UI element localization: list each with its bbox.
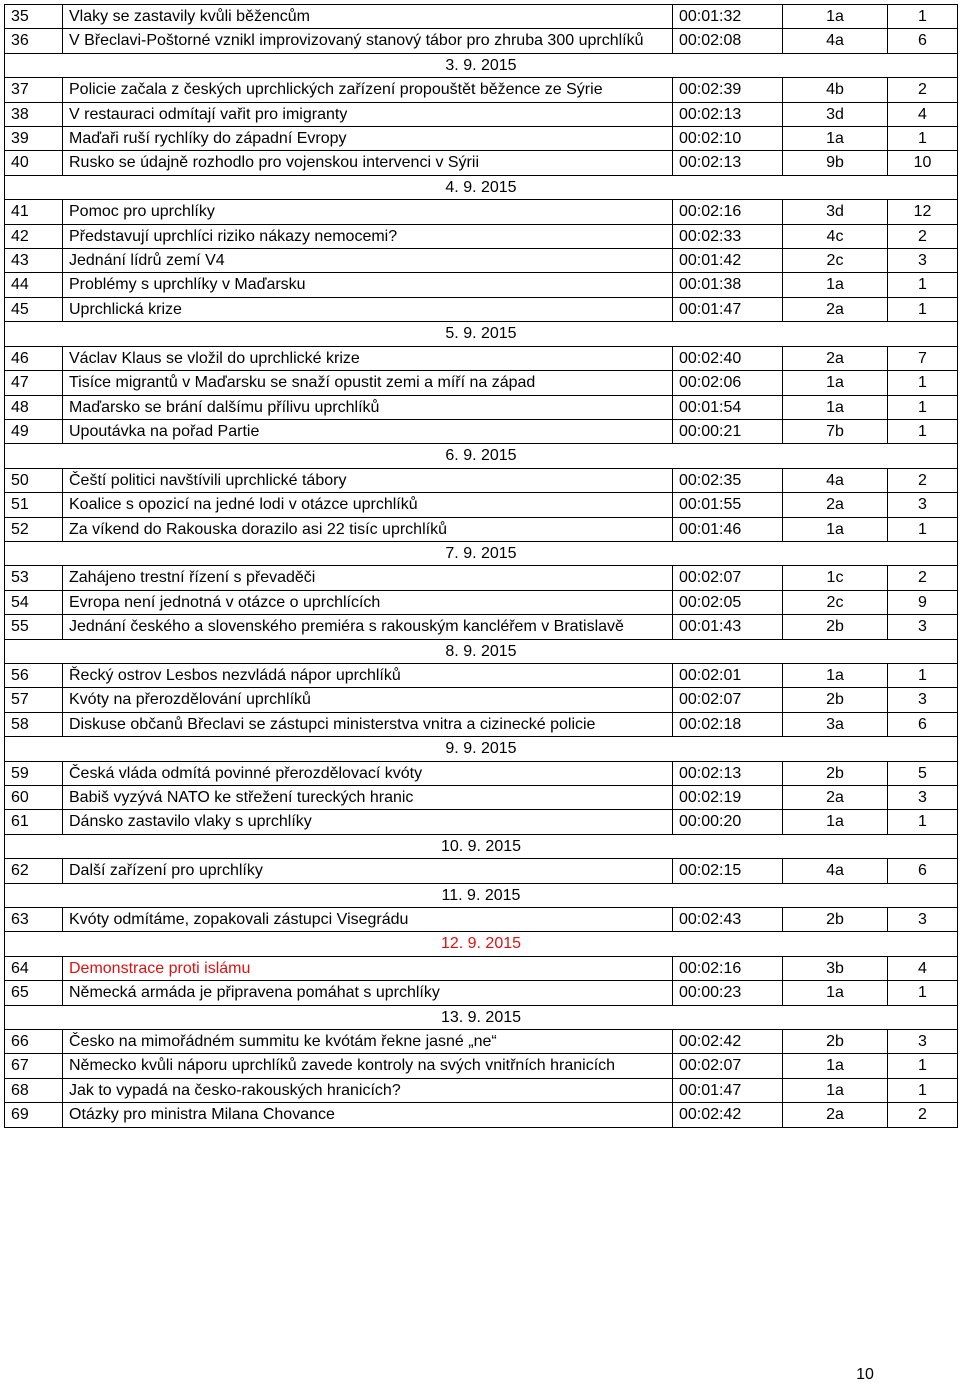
item-code: 3b <box>783 956 888 980</box>
item-duration: 00:02:18 <box>673 712 783 736</box>
item-number: 61 <box>5 810 63 834</box>
item-title: Demonstrace proti islámu <box>63 956 673 980</box>
item-count: 5 <box>888 761 958 785</box>
item-code: 2a <box>783 346 888 370</box>
table-row <box>5 810 958 834</box>
item-count: 1 <box>888 5 958 29</box>
table-row <box>5 200 958 224</box>
item-count: 3 <box>888 249 958 273</box>
item-number: 58 <box>5 712 63 736</box>
item-number: 52 <box>5 517 63 541</box>
item-title: Kvóty odmítáme, zopakovali zástupci Visegrádu <box>63 908 673 932</box>
item-count: 1 <box>888 127 958 151</box>
item-count: 1 <box>888 297 958 321</box>
item-duration: 00:02:16 <box>673 200 783 224</box>
table-row <box>5 956 958 980</box>
table-row <box>5 127 958 151</box>
item-duration: 00:02:40 <box>673 346 783 370</box>
table-row <box>5 615 958 639</box>
item-number: 35 <box>5 5 63 29</box>
date-row <box>5 932 958 956</box>
item-duration: 00:02:07 <box>673 688 783 712</box>
item-count: 1 <box>888 1078 958 1102</box>
item-duration: 00:01:46 <box>673 517 783 541</box>
item-number: 48 <box>5 395 63 419</box>
table-row <box>5 517 958 541</box>
table-row <box>5 249 958 273</box>
date-label: 11. 9. 2015 <box>5 883 958 907</box>
item-count: 2 <box>888 468 958 492</box>
table-row <box>5 590 958 614</box>
item-code: 4b <box>783 78 888 102</box>
item-number: 69 <box>5 1103 63 1127</box>
table-row <box>5 1078 958 1102</box>
item-count: 2 <box>888 566 958 590</box>
item-duration: 00:01:42 <box>673 249 783 273</box>
item-title: Vlaky se zastavily kvůli běžencům <box>63 5 673 29</box>
item-duration: 00:02:15 <box>673 859 783 883</box>
item-code: 7b <box>783 419 888 443</box>
item-duration: 00:02:07 <box>673 566 783 590</box>
table-row <box>5 29 958 53</box>
item-number: 40 <box>5 151 63 175</box>
table-row <box>5 151 958 175</box>
item-number: 50 <box>5 468 63 492</box>
item-number: 67 <box>5 1054 63 1078</box>
item-count: 4 <box>888 102 958 126</box>
item-duration: 00:01:54 <box>673 395 783 419</box>
item-count: 3 <box>888 615 958 639</box>
item-code: 1a <box>783 5 888 29</box>
item-duration: 00:01:43 <box>673 615 783 639</box>
item-number: 60 <box>5 786 63 810</box>
item-title: Za víkend do Rakouska dorazilo asi 22 tisíc uprchlíků <box>63 517 673 541</box>
table-row <box>5 102 958 126</box>
item-title: V Břeclavi-Poštorné vznikl improvizovaný stanový tábor pro zhruba 300 uprchlíků <box>63 29 673 53</box>
item-number: 53 <box>5 566 63 590</box>
table-row <box>5 908 958 932</box>
table-row <box>5 371 958 395</box>
item-code: 4a <box>783 468 888 492</box>
item-code: 1a <box>783 273 888 297</box>
item-count: 10 <box>888 151 958 175</box>
table-row <box>5 493 958 517</box>
item-code: 1a <box>783 127 888 151</box>
date-label: 10. 9. 2015 <box>5 834 958 858</box>
date-label: 5. 9. 2015 <box>5 322 958 346</box>
item-number: 57 <box>5 688 63 712</box>
item-number: 59 <box>5 761 63 785</box>
item-title: Další zařízení pro uprchlíky <box>63 859 673 883</box>
date-label: 13. 9. 2015 <box>5 1005 958 1029</box>
table-row <box>5 78 958 102</box>
table-row <box>5 761 958 785</box>
item-number: 42 <box>5 224 63 248</box>
item-count: 6 <box>888 859 958 883</box>
item-title: Upoutávka na pořad Partie <box>63 419 673 443</box>
item-duration: 00:02:13 <box>673 151 783 175</box>
item-number: 38 <box>5 102 63 126</box>
item-code: 3a <box>783 712 888 736</box>
item-count: 1 <box>888 371 958 395</box>
item-number: 49 <box>5 419 63 443</box>
item-number: 39 <box>5 127 63 151</box>
item-count: 1 <box>888 419 958 443</box>
item-count: 3 <box>888 1030 958 1054</box>
item-number: 46 <box>5 346 63 370</box>
item-duration: 00:02:10 <box>673 127 783 151</box>
item-number: 37 <box>5 78 63 102</box>
date-row <box>5 541 958 565</box>
item-duration: 00:02:07 <box>673 1054 783 1078</box>
item-code: 4c <box>783 224 888 248</box>
item-title: Německo kvůli náporu uprchlíků zavede kontroly na svých vnitřních hranicích <box>63 1054 673 1078</box>
item-duration: 00:02:43 <box>673 908 783 932</box>
item-count: 1 <box>888 663 958 687</box>
date-row <box>5 737 958 761</box>
item-code: 1c <box>783 566 888 590</box>
item-code: 2a <box>783 297 888 321</box>
item-duration: 00:02:42 <box>673 1030 783 1054</box>
item-count: 4 <box>888 956 958 980</box>
item-duration: 00:00:23 <box>673 981 783 1005</box>
item-title: Pomoc pro uprchlíky <box>63 200 673 224</box>
date-row <box>5 834 958 858</box>
item-title: Řecký ostrov Lesbos nezvládá nápor uprchlíků <box>63 663 673 687</box>
item-code: 2c <box>783 249 888 273</box>
item-code: 2b <box>783 688 888 712</box>
item-duration: 00:02:39 <box>673 78 783 102</box>
item-count: 3 <box>888 493 958 517</box>
item-code: 2a <box>783 786 888 810</box>
item-duration: 00:02:33 <box>673 224 783 248</box>
date-row <box>5 53 958 77</box>
date-row <box>5 639 958 663</box>
item-count: 1 <box>888 981 958 1005</box>
item-number: 63 <box>5 908 63 932</box>
item-number: 36 <box>5 29 63 53</box>
item-title: Maďarsko se brání dalšímu přílivu uprchlíků <box>63 395 673 419</box>
item-number: 64 <box>5 956 63 980</box>
date-row <box>5 1005 958 1029</box>
item-code: 2b <box>783 761 888 785</box>
item-duration: 00:02:05 <box>673 590 783 614</box>
item-count: 1 <box>888 810 958 834</box>
item-code: 2a <box>783 493 888 517</box>
item-code: 1a <box>783 1054 888 1078</box>
table-row <box>5 346 958 370</box>
item-title: Německá armáda je připravena pomáhat s uprchlíky <box>63 981 673 1005</box>
item-code: 4a <box>783 859 888 883</box>
item-number: 51 <box>5 493 63 517</box>
item-duration: 00:02:42 <box>673 1103 783 1127</box>
item-title: Policie začala z českých uprchlických zařízení propouštět běžence ze Sýrie <box>63 78 673 102</box>
item-duration: 00:02:13 <box>673 102 783 126</box>
table-row <box>5 273 958 297</box>
item-number: 66 <box>5 1030 63 1054</box>
item-title: Jednání českého a slovenského premiéra s rakouským kancléřem v Bratislavě <box>63 615 673 639</box>
item-title: Představují uprchlíci riziko nákazy nemocemi? <box>63 224 673 248</box>
table-row <box>5 5 958 29</box>
table-row <box>5 419 958 443</box>
item-title: Kvóty na přerozdělování uprchlíků <box>63 688 673 712</box>
item-code: 2c <box>783 590 888 614</box>
table-row <box>5 786 958 810</box>
item-duration: 00:02:06 <box>673 371 783 395</box>
date-label: 8. 9. 2015 <box>5 639 958 663</box>
item-code: 2b <box>783 908 888 932</box>
date-label: 7. 9. 2015 <box>5 541 958 565</box>
item-count: 1 <box>888 273 958 297</box>
table-row <box>5 1030 958 1054</box>
item-count: 6 <box>888 29 958 53</box>
item-duration: 00:00:20 <box>673 810 783 834</box>
table-body <box>5 5 958 1128</box>
item-title: Česko na mimořádném summitu ke kvótám řekne jasné „ne“ <box>63 1030 673 1054</box>
table-row <box>5 395 958 419</box>
item-duration: 00:01:47 <box>673 1078 783 1102</box>
item-title: Otázky pro ministra Milana Chovance <box>63 1103 673 1127</box>
date-row <box>5 322 958 346</box>
item-title: Maďaři ruší rychlíky do západní Evropy <box>63 127 673 151</box>
date-row <box>5 883 958 907</box>
item-title: Dánsko zastavilo vlaky s uprchlíky <box>63 810 673 834</box>
item-count: 3 <box>888 908 958 932</box>
item-code: 1a <box>783 1078 888 1102</box>
item-duration: 00:02:35 <box>673 468 783 492</box>
item-code: 1a <box>783 663 888 687</box>
item-code: 1a <box>783 810 888 834</box>
item-code: 2a <box>783 1103 888 1127</box>
table-row <box>5 468 958 492</box>
date-row <box>5 175 958 199</box>
item-code: 1a <box>783 395 888 419</box>
item-code: 2b <box>783 615 888 639</box>
item-duration: 00:01:32 <box>673 5 783 29</box>
item-title: Diskuse občanů Břeclavi se zástupci ministerstva vnitra a cizinecké policie <box>63 712 673 736</box>
item-number: 62 <box>5 859 63 883</box>
item-title: Čeští politici navštívili uprchlické tábory <box>63 468 673 492</box>
item-title: Jednání lídrů zemí V4 <box>63 249 673 273</box>
item-title: Evropa není jednotná v otázce o uprchlících <box>63 590 673 614</box>
item-code: 1a <box>783 517 888 541</box>
item-count: 1 <box>888 395 958 419</box>
item-number: 55 <box>5 615 63 639</box>
item-count: 6 <box>888 712 958 736</box>
item-title: Babiš vyzývá NATO ke střežení tureckých hranic <box>63 786 673 810</box>
item-count: 2 <box>888 1103 958 1127</box>
item-code: 3d <box>783 200 888 224</box>
item-code: 2b <box>783 1030 888 1054</box>
item-count: 1 <box>888 517 958 541</box>
item-count: 2 <box>888 224 958 248</box>
table-row <box>5 1103 958 1127</box>
item-count: 3 <box>888 688 958 712</box>
item-number: 44 <box>5 273 63 297</box>
page-number: 10 <box>856 1366 874 1383</box>
item-title: Václav Klaus se vložil do uprchlické krize <box>63 346 673 370</box>
item-count: 12 <box>888 200 958 224</box>
date-label: 3. 9. 2015 <box>5 53 958 77</box>
table-row <box>5 981 958 1005</box>
item-duration: 00:01:38 <box>673 273 783 297</box>
item-number: 56 <box>5 663 63 687</box>
item-count: 3 <box>888 786 958 810</box>
item-number: 41 <box>5 200 63 224</box>
item-number: 65 <box>5 981 63 1005</box>
item-title: Zahájeno trestní řízení s převaděči <box>63 566 673 590</box>
item-code: 4a <box>783 29 888 53</box>
item-title: Uprchlická krize <box>63 297 673 321</box>
item-title: Koalice s opozicí na jedné lodi v otázce uprchlíků <box>63 493 673 517</box>
item-title: Česká vláda odmítá povinné přerozdělovací kvóty <box>63 761 673 785</box>
item-number: 43 <box>5 249 63 273</box>
broadcast-table <box>4 4 958 1128</box>
item-duration: 00:02:16 <box>673 956 783 980</box>
table-row <box>5 712 958 736</box>
item-duration: 00:02:13 <box>673 761 783 785</box>
item-code: 1a <box>783 981 888 1005</box>
date-row <box>5 444 958 468</box>
item-code: 3d <box>783 102 888 126</box>
table-row <box>5 859 958 883</box>
date-label: 6. 9. 2015 <box>5 444 958 468</box>
date-label: 4. 9. 2015 <box>5 175 958 199</box>
item-count: 7 <box>888 346 958 370</box>
item-title: Jak to vypadá na česko-rakouských hranicích? <box>63 1078 673 1102</box>
date-label: 9. 9. 2015 <box>5 737 958 761</box>
item-number: 45 <box>5 297 63 321</box>
item-duration: 00:00:21 <box>673 419 783 443</box>
table-row <box>5 224 958 248</box>
table-row <box>5 688 958 712</box>
date-label: 12. 9. 2015 <box>5 932 958 956</box>
item-duration: 00:02:08 <box>673 29 783 53</box>
item-duration: 00:01:55 <box>673 493 783 517</box>
item-number: 54 <box>5 590 63 614</box>
item-count: 9 <box>888 590 958 614</box>
item-title: V restauraci odmítají vařit pro imigranty <box>63 102 673 126</box>
item-count: 2 <box>888 78 958 102</box>
item-number: 68 <box>5 1078 63 1102</box>
table-row <box>5 1054 958 1078</box>
item-duration: 00:02:19 <box>673 786 783 810</box>
table-row <box>5 663 958 687</box>
item-number: 47 <box>5 371 63 395</box>
item-title: Tisíce migrantů v Maďarsku se snaží opustit zemi a míří na západ <box>63 371 673 395</box>
item-title: Rusko se údajně rozhodlo pro vojenskou intervenci v Sýrii <box>63 151 673 175</box>
item-duration: 00:02:01 <box>673 663 783 687</box>
item-count: 1 <box>888 1054 958 1078</box>
table-row <box>5 566 958 590</box>
item-title: Problémy s uprchlíky v Maďarsku <box>63 273 673 297</box>
table-row <box>5 297 958 321</box>
item-code: 1a <box>783 371 888 395</box>
item-duration: 00:01:47 <box>673 297 783 321</box>
item-code: 9b <box>783 151 888 175</box>
